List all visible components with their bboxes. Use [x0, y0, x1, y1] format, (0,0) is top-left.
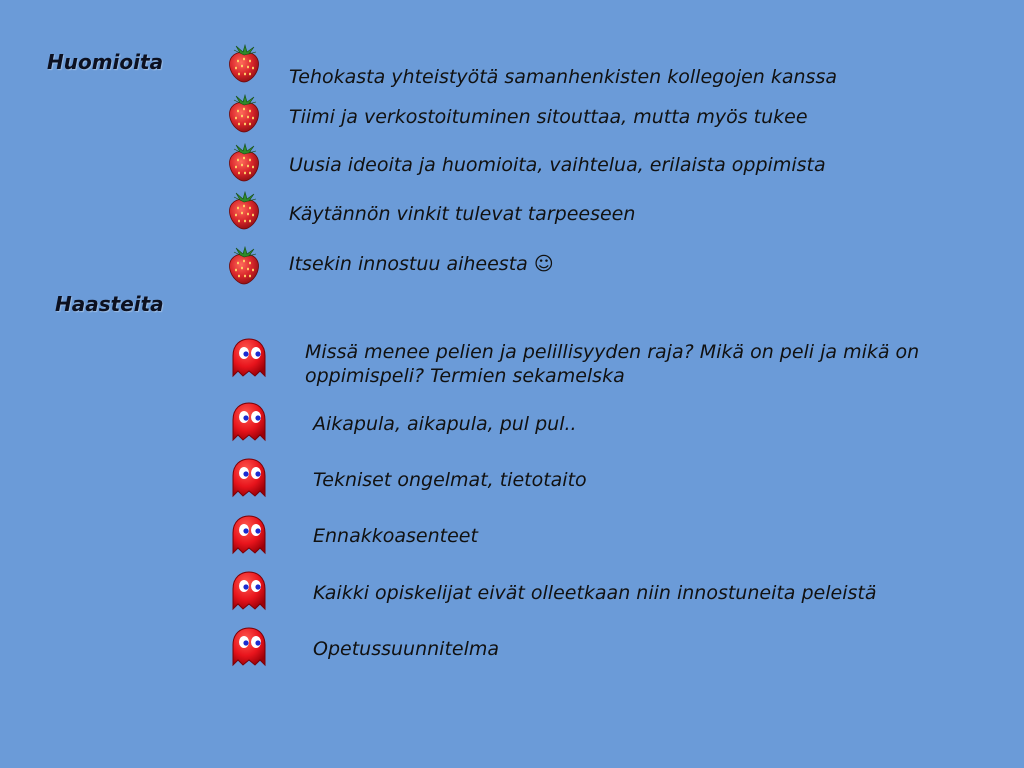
red-ghost-icon	[228, 569, 270, 613]
haasteita-item: Ennakkoasenteet	[313, 525, 478, 547]
section-title-huomioita: Huomioita	[47, 50, 164, 74]
strawberry-icon	[226, 94, 262, 134]
haasteita-item: Opetussuunnitelma	[313, 638, 500, 660]
section-title-haasteita: Haasteita	[55, 292, 164, 316]
huomioita-item: Tiimi ja verkostoituminen sitouttaa, mutta myös tukee	[289, 106, 808, 128]
haasteita-item: Kaikki opiskelijat eivät olleetkaan niin innostuneita peleistä	[313, 582, 877, 604]
haasteita-item: Missä menee pelien ja pelillisyyden raja? Mikä on peli ja mikä on oppimispeli? Termien sekamelska	[305, 341, 920, 387]
huomioita-item: Itsekin innostuu aiheesta ☺	[289, 253, 554, 275]
red-ghost-icon	[228, 400, 270, 444]
strawberry-icon	[226, 246, 262, 286]
red-ghost-icon	[228, 456, 270, 500]
strawberry-icon	[226, 44, 262, 84]
strawberry-icon	[226, 143, 262, 183]
huomioita-item: Tehokasta yhteistyötä samanhenkisten kollegojen kanssa	[289, 66, 837, 88]
red-ghost-icon	[228, 513, 270, 557]
haasteita-item: Tekniset ongelmat, tietotaito	[313, 469, 587, 491]
huomioita-item: Käytännön vinkit tulevat tarpeeseen	[289, 203, 636, 225]
haasteita-item: Aikapula, aikapula, pul pul..	[313, 413, 577, 435]
red-ghost-icon	[228, 625, 270, 669]
huomioita-item: Uusia ideoita ja huomioita, vaihtelua, erilaista oppimista	[289, 154, 826, 176]
red-ghost-icon	[228, 336, 270, 380]
strawberry-icon	[226, 191, 262, 231]
